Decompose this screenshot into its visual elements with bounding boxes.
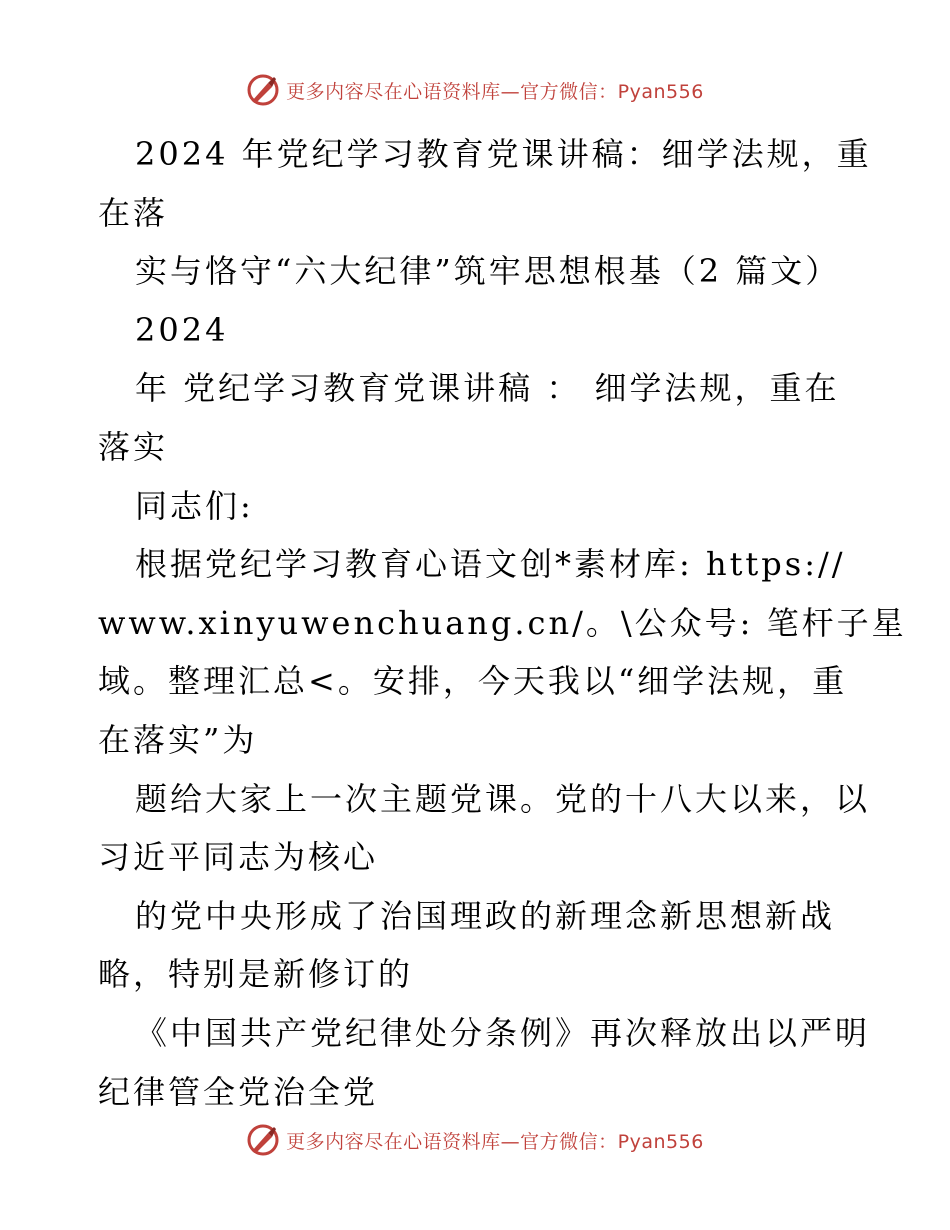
text-line: 2024 年党纪学习教育党课讲稿：细学法规，重 <box>135 135 872 173</box>
quill-pen-logo-icon <box>246 73 280 107</box>
text-line: 题给大家上一次主题党课。党的十八大以来，以 <box>135 779 871 818</box>
text-line: 习近平同志为核心 <box>98 838 379 877</box>
text-line: 年 党纪学习教育党课讲稿 ： 细学法规，重在 <box>135 369 840 408</box>
text-line: 2024 <box>135 310 229 349</box>
text-line: 实与恪守“六大纪律”筑牢思想根基（2 篇文） <box>135 252 841 291</box>
text-line: 域。整理汇总<。安排，今天我以“细学法规，重 <box>98 662 848 701</box>
text-line: 同志们: <box>135 486 254 525</box>
text-line: www.xinyuwenchuang.cn/。\公众号: 笔杆子星 <box>98 603 907 642</box>
text-line: 在落 <box>98 193 169 232</box>
text-line: 的党中央形成了治国理政的新理念新思想新战 <box>135 896 836 935</box>
text-line: 纪律管全党治全党 <box>98 1072 379 1111</box>
document-body <box>98 125 907 1121</box>
text-line: 《中国共产党纪律处分条例》再次释放出以严明 <box>135 1013 871 1052</box>
text-line: 落实 <box>98 427 169 466</box>
text-line: 略，特别是新修订的 <box>98 955 414 994</box>
text-line: 根据党纪学习教育心语文创*素材库: https:// <box>135 545 846 584</box>
quill-pen-logo-icon <box>246 1123 280 1157</box>
header-watermark-text: 更多内容尽在心语资料库—官方微信：Pyan556 <box>286 80 704 103</box>
text-line: 在落实”为 <box>98 720 258 759</box>
header-watermark-banner <box>0 70 950 110</box>
footer-watermark-text: 更多内容尽在心语资料库—官方微信：Pyan556 <box>286 1130 704 1153</box>
footer-watermark-banner <box>0 1120 950 1160</box>
